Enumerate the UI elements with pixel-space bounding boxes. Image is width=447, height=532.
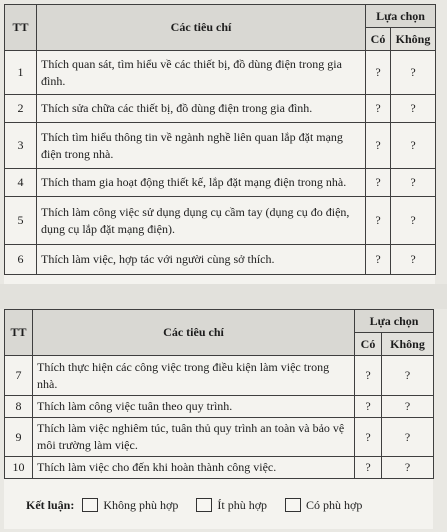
yes-choice[interactable]: ?	[355, 356, 382, 396]
table-row	[5, 457, 434, 479]
no-choice[interactable]: ?	[382, 356, 434, 396]
no-choice[interactable]: ?	[382, 418, 434, 457]
yes-choice[interactable]: ?	[366, 95, 391, 123]
yes-choice[interactable]: ?	[366, 197, 391, 245]
table-row	[5, 123, 436, 169]
yes-choice[interactable]: ?	[355, 396, 382, 418]
criteria-text: Thích làm công việc sử dụng dụng cụ cầm tay (dụng cụ đo điện, dụng cụ lắp đặt mạng điện).	[37, 197, 366, 245]
table-row	[5, 356, 434, 396]
row-number: 1	[5, 51, 37, 95]
yes-choice[interactable]: ?	[366, 169, 391, 197]
option-less-suitable[interactable]	[196, 498, 267, 513]
yes-choice[interactable]: ?	[366, 245, 391, 275]
yes-choice[interactable]: ?	[355, 418, 382, 457]
yes-choice[interactable]: ?	[366, 123, 391, 169]
no-choice[interactable]: ?	[391, 95, 436, 123]
row-number: 8	[5, 396, 33, 418]
criteria-text: Thích quan sát, tìm hiểu về các thiết bị, đồ dùng điện trong gia đình.	[37, 51, 366, 95]
option-not-suitable[interactable]	[82, 498, 178, 513]
table-row	[5, 197, 436, 245]
criteria-text: Thích làm việc cho đến khi hoàn thành công việc.	[33, 457, 355, 479]
table-row	[5, 396, 434, 418]
conclusion-row	[4, 494, 433, 516]
row-number: 6	[5, 245, 37, 275]
criteria-text: Thích làm công việc tuân theo quy trình.	[33, 396, 355, 418]
table-row	[5, 418, 434, 457]
choice-header: Lựa chọn	[355, 310, 434, 333]
row-number: 5	[5, 197, 37, 245]
criteria-table-1	[4, 4, 436, 275]
yes-choice[interactable]: ?	[355, 457, 382, 479]
row-number: 2	[5, 95, 37, 123]
no-choice[interactable]: ?	[391, 51, 436, 95]
row-number: 3	[5, 123, 37, 169]
row-number: 10	[5, 457, 33, 479]
row-number: 7	[5, 356, 33, 396]
option-suitable[interactable]	[285, 498, 362, 513]
option-label: Có phù hợp	[306, 497, 363, 512]
no-header: Không	[382, 333, 434, 356]
criteria-text: Thích tìm hiểu thông tin về ngành nghề liên quan lắp đặt mạng điện trong nhà.	[37, 123, 366, 169]
table-row	[5, 51, 436, 95]
row-number: 4	[5, 169, 37, 197]
criteria-text: Thích tham gia hoạt động thiết kế, lắp đặt mạng điện trong nhà.	[37, 169, 366, 197]
no-header: Không	[391, 28, 436, 51]
no-choice[interactable]: ?	[391, 169, 436, 197]
criteria-text: Thích thực hiện các công việc trong điều kiện làm việc trong nhà.	[33, 356, 355, 396]
no-choice[interactable]: ?	[391, 197, 436, 245]
page-gap	[0, 284, 447, 309]
criteria-text: Thích làm việc nghiêm túc, tuân thủ quy trình an toàn và bảo vệ môi trường làm việc.	[33, 418, 355, 457]
checkbox-icon[interactable]	[285, 498, 301, 512]
yes-choice[interactable]: ?	[366, 51, 391, 95]
no-choice[interactable]: ?	[391, 245, 436, 275]
no-choice[interactable]: ?	[391, 123, 436, 169]
option-label: Ít phù hợp	[217, 497, 268, 512]
conclusion-label: Kết luận:	[26, 497, 75, 512]
choice-header: Lựa chọn	[366, 5, 436, 28]
table-row	[5, 169, 436, 197]
no-choice[interactable]: ?	[382, 457, 434, 479]
yes-header: Có	[355, 333, 382, 356]
yes-header: Có	[366, 28, 391, 51]
row-number: 9	[5, 418, 33, 457]
criteria-header: Các tiêu chí	[37, 5, 366, 51]
table-row	[5, 95, 436, 123]
checkbox-icon[interactable]	[82, 498, 98, 512]
tt-header: TT	[5, 310, 33, 356]
criteria-text: Thích làm việc, hợp tác với người cùng sở thích.	[37, 245, 366, 275]
no-choice[interactable]: ?	[382, 396, 434, 418]
criteria-table-2	[4, 309, 434, 479]
criteria-header: Các tiêu chí	[33, 310, 355, 356]
criteria-table-1-card	[4, 4, 435, 284]
table-row	[5, 245, 436, 275]
checkbox-icon[interactable]	[196, 498, 212, 512]
option-label: Không phù hợp	[103, 497, 179, 512]
tt-header: TT	[5, 5, 37, 51]
criteria-text: Thích sửa chữa các thiết bị, đồ dùng điện trong gia đình.	[37, 95, 366, 123]
